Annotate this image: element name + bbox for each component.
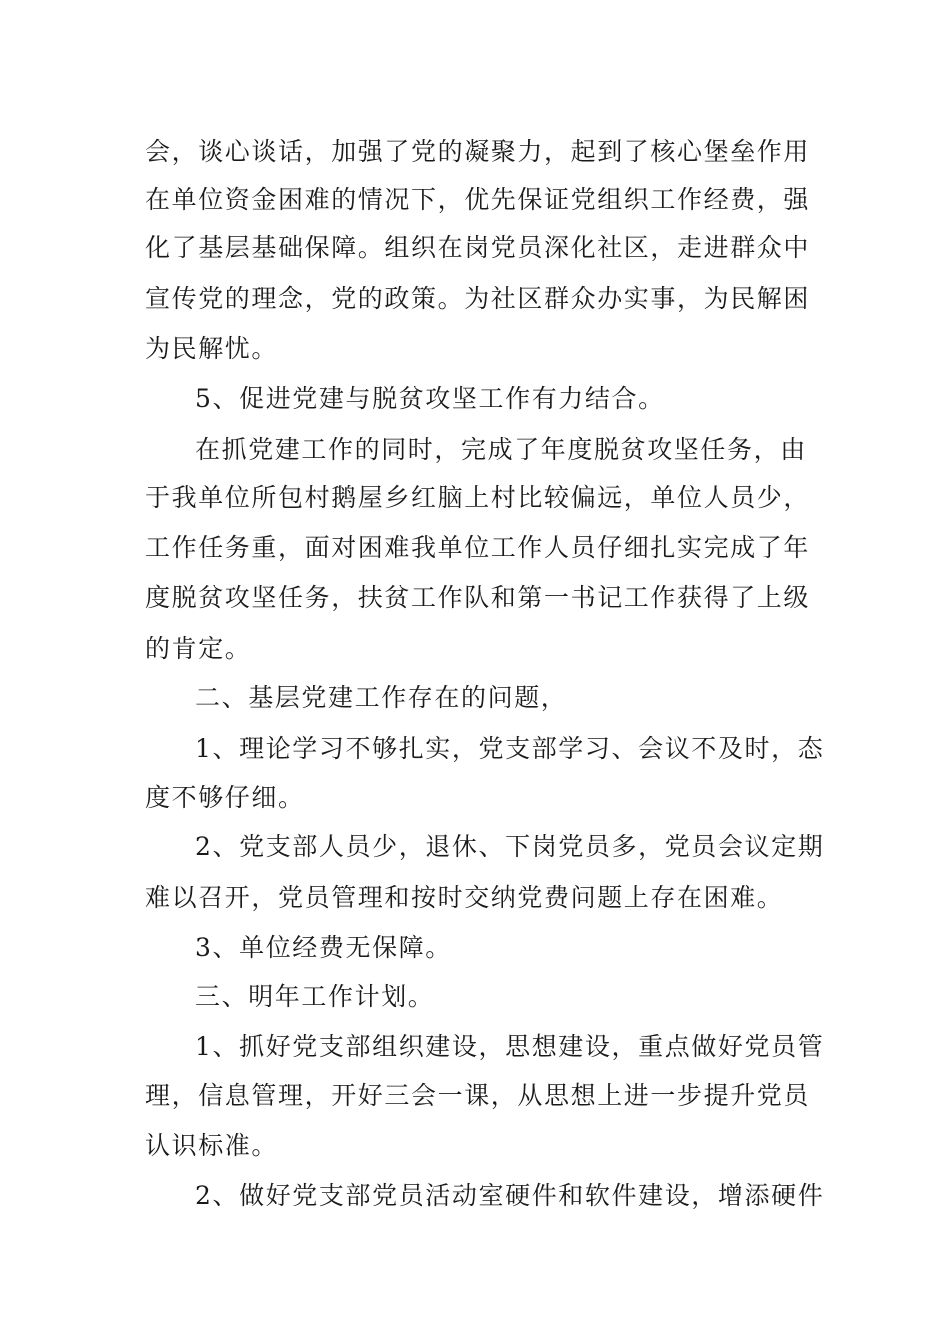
text-line: 理，信息管理，开好三会一课，从思想上进一步提升党员 xyxy=(145,1081,811,1110)
text-line: 的肯定。 xyxy=(145,634,252,663)
text-line: 2、做好党支部党员活动室硬件和软件建设，增添硬件 xyxy=(195,1181,825,1210)
text-line: 1、抓好党支部组织建设，思想建设，重点做好党员管 xyxy=(195,1032,825,1061)
section-heading: 三、明年工作计划。 xyxy=(195,982,435,1011)
section-heading: 5、促进党建与脱贫攻坚工作有力结合。 xyxy=(195,384,665,413)
text-line: 于我单位所包村鹅屋乡红脑上村比较偏远，单位人员少， xyxy=(145,483,811,512)
text-line: 3、单位经费无保障。 xyxy=(195,933,452,962)
text-line: 难以召开，党员管理和按时交纳党费问题上存在困难。 xyxy=(145,883,784,912)
text-line: 为民解忧。 xyxy=(145,334,279,363)
text-line: 2、党支部人员少，退休、下岗党员多，党员会议定期 xyxy=(195,832,825,861)
text-line: 度不够仔细。 xyxy=(145,783,305,812)
text-line: 认识标准。 xyxy=(145,1131,279,1160)
text-line: 1、理论学习不够扎实，党支部学习、会议不及时，态 xyxy=(195,734,825,763)
section-heading: 二、基层党建工作存在的问题， xyxy=(195,683,568,712)
text-line: 工作任务重，面对困难我单位工作人员仔细扎实完成了年 xyxy=(145,533,811,562)
text-line: 度脱贫攻坚任务，扶贫工作队和第一书记工作获得了上级 xyxy=(145,583,811,612)
text-line: 在抓党建工作的同时，完成了年度脱贫攻坚任务，由 xyxy=(195,435,807,464)
text-line: 在单位资金困难的情况下，优先保证党组织工作经费，强 xyxy=(145,185,811,214)
text-line: 化了基层基础保障。组织在岗党员深化社区，走进群众中 xyxy=(145,233,811,262)
text-line: 会，谈心谈话，加强了党的凝聚力，起到了核心堡垒作用 xyxy=(145,137,811,166)
text-line: 宣传党的理念，党的政策。为社区群众办实事，为民解困 xyxy=(145,284,811,313)
